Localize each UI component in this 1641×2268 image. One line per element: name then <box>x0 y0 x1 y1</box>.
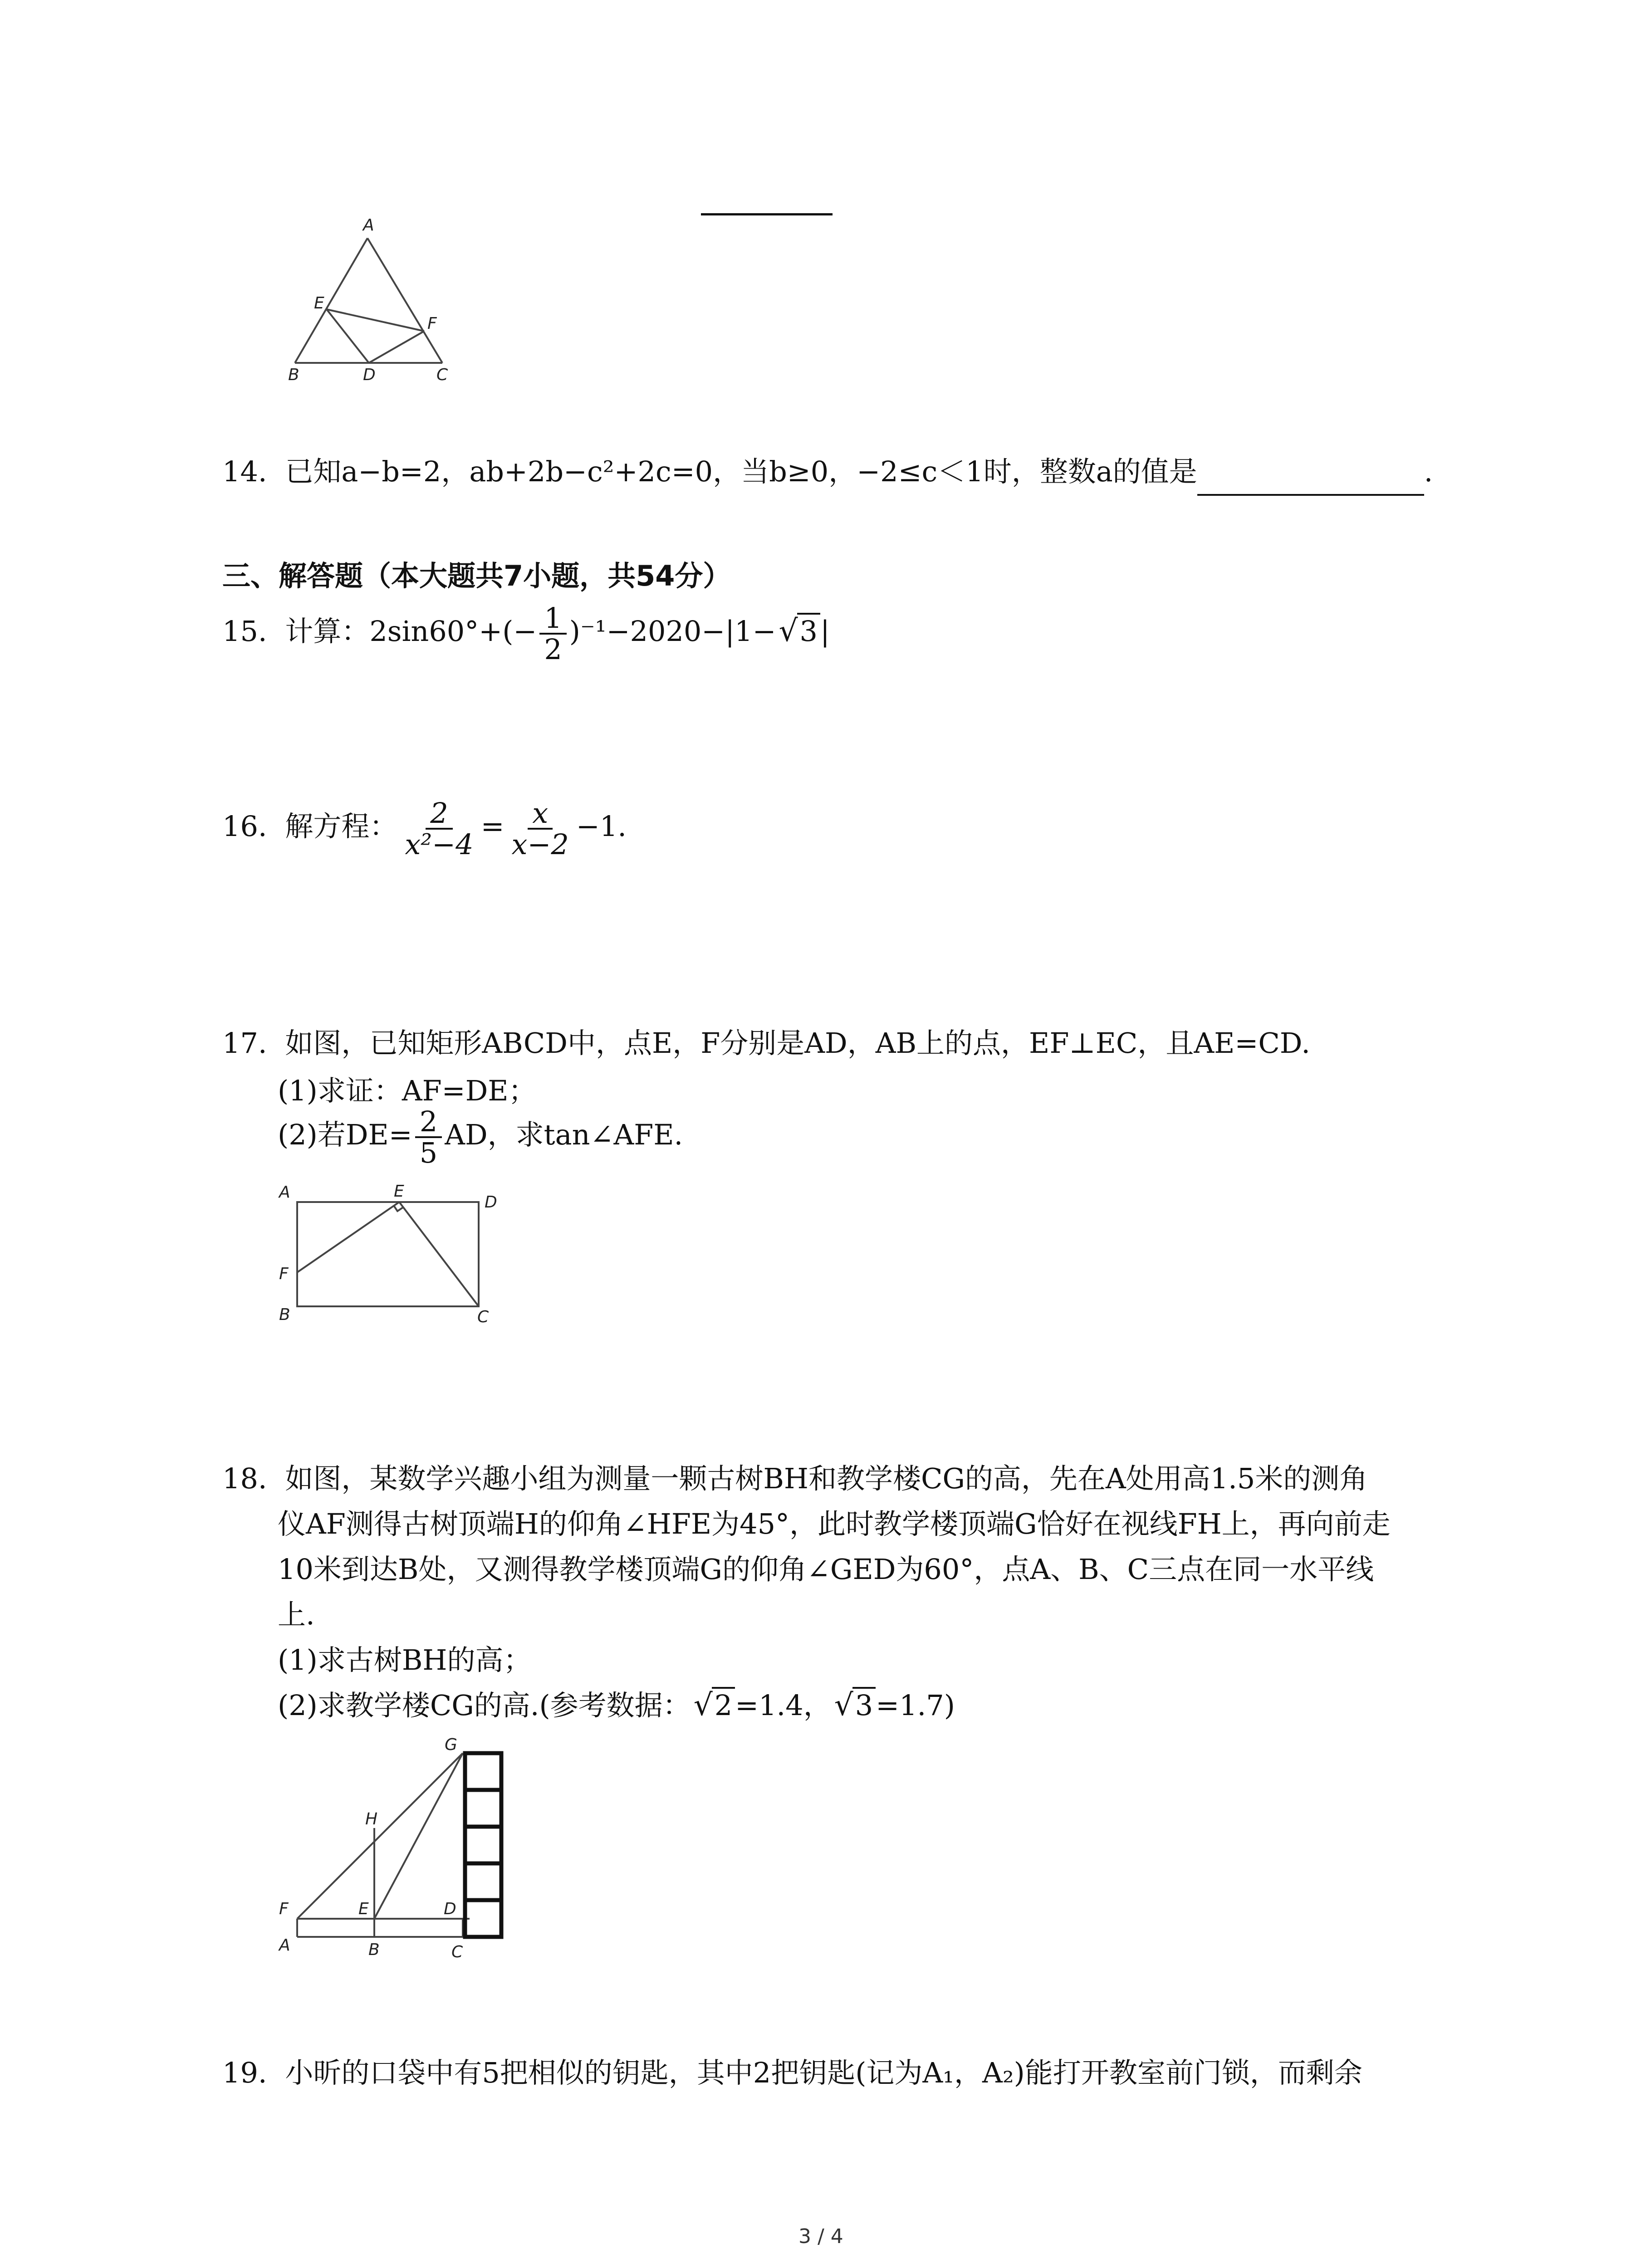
q16-fraction-1 <box>400 798 478 859</box>
q14-text: 已知a−b=2，ab+2b−c²+2c=0，当b≥0，−2≤c＜1时，整数a的值是 <box>285 455 1197 488</box>
q14-end: . <box>1424 455 1433 488</box>
fig18-label-a: A <box>279 1936 290 1955</box>
q18-radicand-3: 3 <box>852 1687 876 1722</box>
q18-line-4: 上. <box>278 1598 315 1631</box>
fig17-label-a: A <box>279 1183 290 1202</box>
q17-sub2-prefix: (2)若DE= <box>278 1118 412 1152</box>
q17-number: 17. <box>222 1026 267 1060</box>
q17-frac-num: 2 <box>415 1107 442 1138</box>
fig18-label-c: C <box>451 1943 463 1961</box>
q17-fraction <box>415 1107 442 1168</box>
q18-sqrt-2: √ 2 <box>694 1683 735 1728</box>
q16-end: −1. <box>576 810 627 843</box>
q17-sub2-end: AD，求tan∠AFE. <box>445 1118 683 1152</box>
fig13-label-a: A <box>363 216 374 235</box>
q16-f2-den: x−2 <box>511 828 569 861</box>
q15-mid: )⁻¹−2020−|1− <box>569 615 776 648</box>
section-3-heading: 三、解答题（本大题共7小题，共54分） <box>222 559 731 592</box>
q18-number: 18. <box>222 1462 267 1495</box>
q15-number: 15. <box>222 615 267 648</box>
question-14 <box>222 449 1433 496</box>
fig18-label-b: B <box>368 1941 380 1959</box>
q17-text: 如图，已知矩形ABCD中，点E，F分别是AD，AB上的点，EF⊥EC，且AE=CD. <box>285 1026 1310 1060</box>
q19-text: 小昕的口袋中有5把相似的钥匙，其中2把钥匙(记为A₁，A₂)能打开教室前门锁，而剩余 <box>285 2056 1362 2089</box>
q18-sub-1: (1)求古树BH的高； <box>278 1643 532 1677</box>
fig13-label-f: F <box>427 314 437 333</box>
fig17-label-b: B <box>279 1305 290 1324</box>
q15-frac-den: 2 <box>544 633 562 666</box>
q14-answer-blank <box>1197 449 1424 496</box>
fig13-label-b: B <box>288 366 299 384</box>
q18-sub-2 <box>278 1683 955 1728</box>
q16-f2-num: x <box>528 798 553 830</box>
q15-sqrt: √ 3 <box>779 609 820 654</box>
q18-sub2-prefix: (2)求教学楼CG的高.(参考数据： <box>278 1689 691 1722</box>
q18-line-2: 仪AF测得古树顶端H的仰角∠HFE为45°，此时教学楼顶端G恰好在视线FH上，再向前走 <box>278 1507 1391 1540</box>
q15-prefix: 计算：2sin60°+(− <box>285 615 537 648</box>
fig18-label-g: G <box>445 1735 457 1754</box>
question-19 <box>222 2050 1362 2095</box>
q18-line-1: 如图，某数学兴趣小组为测量一颗古树BH和教学楼CG的高，先在A处用高1.5米的测角 <box>285 1462 1368 1495</box>
q16-prefix: 解方程： <box>285 810 398 843</box>
fig18-label-e: E <box>358 1900 369 1918</box>
q15-radicand: 3 <box>797 613 820 648</box>
fig18-label-h: H <box>365 1810 378 1828</box>
question-16 <box>222 798 627 859</box>
fig18-label-d: D <box>444 1900 456 1918</box>
fig13-label-c: C <box>436 366 448 384</box>
question-18 <box>222 1456 1367 1501</box>
fig17-label-f: F <box>279 1265 289 1283</box>
figure-q13-triangle <box>272 213 463 386</box>
q18-line-3: 10米到达B处，又测得教学楼顶端G的仰角∠GED为60°，点A、B、C三点在同一水平线 <box>278 1553 1374 1586</box>
q15-frac-num: 1 <box>539 603 566 635</box>
q17-sub-1: (1)求证：AF=DE； <box>278 1074 537 1107</box>
fig17-label-c: C <box>477 1308 489 1326</box>
q18-radicand-2: 2 <box>712 1687 735 1722</box>
q18-value-3: =1.7) <box>876 1689 955 1722</box>
fig17-label-d: D <box>485 1193 497 1212</box>
question-15 <box>222 603 830 664</box>
question-17 <box>222 1021 1310 1066</box>
q19-number: 19. <box>222 2056 267 2089</box>
fig13-label-d: D <box>363 366 376 384</box>
fig18-label-f: F <box>279 1900 289 1918</box>
figure-q18-building <box>272 1728 554 1969</box>
q13-answer-blank <box>701 213 833 215</box>
q16-f1-num: 2 <box>426 798 452 830</box>
q15-end: | <box>820 615 830 648</box>
q17-frac-den: 5 <box>419 1136 438 1170</box>
q16-equals: = <box>480 810 505 843</box>
fig17-label-e: E <box>394 1182 404 1201</box>
q17-sub-2 <box>278 1107 683 1168</box>
q16-f1-den: x²−4 <box>405 828 474 861</box>
fig13-label-e: E <box>314 294 324 313</box>
q16-number: 16. <box>222 810 267 843</box>
q15-fraction <box>539 603 566 664</box>
page-number: 3 / 4 <box>798 2225 843 2248</box>
figure-q17-rectangle <box>272 1175 508 1338</box>
q18-sqrt-3: √ 3 <box>834 1683 876 1728</box>
q14-number: 14. <box>222 455 267 488</box>
q16-fraction-2 <box>507 798 573 859</box>
q18-value-2: =1.4， <box>735 1689 832 1722</box>
